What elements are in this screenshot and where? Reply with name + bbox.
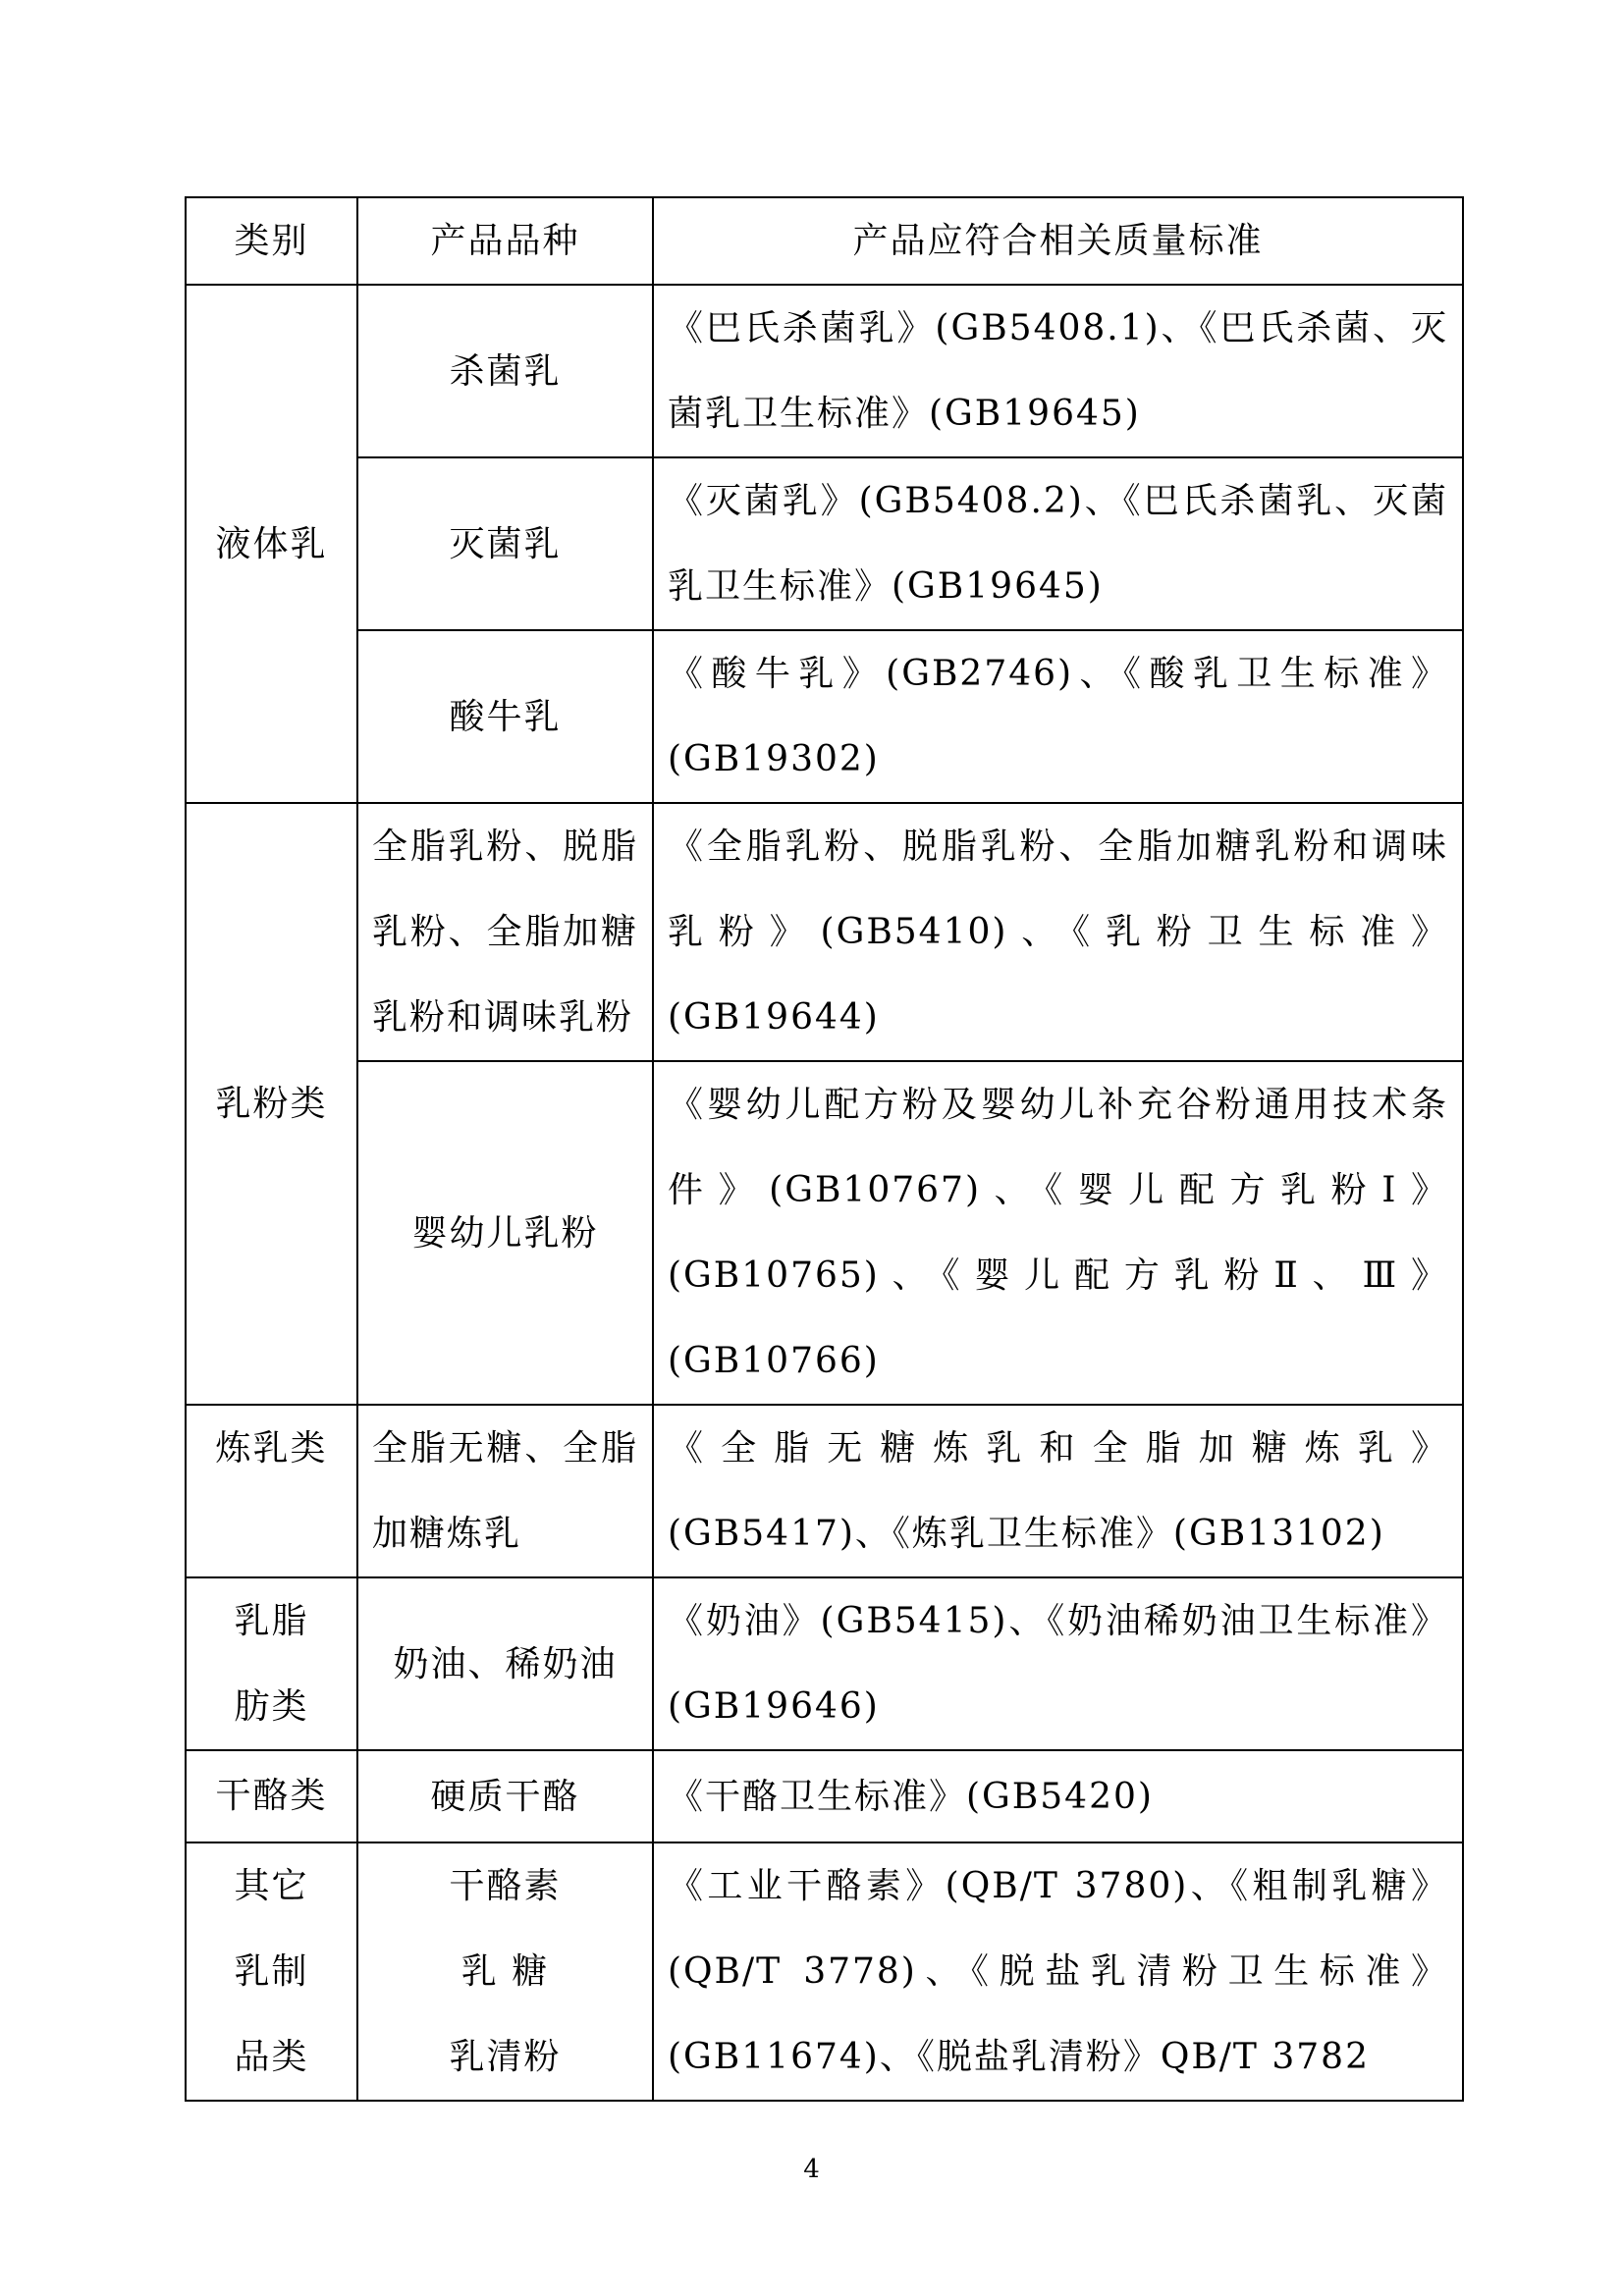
product-cell: 杀菌乳 — [357, 285, 653, 457]
page-number: 4 — [803, 2155, 820, 2184]
category-cell: 乳粉类 — [186, 803, 357, 1405]
dairy-standards-table — [185, 196, 1464, 2102]
product-cell: 酸牛乳 — [357, 630, 653, 803]
standard-cell: 《全脂无糖炼乳和全脂加糖炼乳》(GB5417)、《炼乳卫生标准》(GB13102) — [653, 1405, 1463, 1577]
table-row — [186, 285, 1463, 457]
standard-cell: 《酸牛乳》(GB2746)、《酸乳卫生标准》(GB19302) — [653, 630, 1463, 803]
standard-cell: 《工业干酪素》(QB/T 3780)、《粗制乳糖》(QB/T 3778)、《脱盐乳清粉卫生标准》(GB11674)、《脱盐乳清粉》QB/T 3782 — [653, 1842, 1463, 2101]
product-cell: 灭菌乳 — [357, 457, 653, 630]
product-line: 乳清粉 — [449, 2037, 562, 2077]
standard-cell: 《婴幼儿配方粉及婴幼儿补充谷粉通用技术条件》(GB10767)、《婴儿配方乳粉Ⅰ》(GB10765)、《婴儿配方乳粉Ⅱ、Ⅲ》(GB10766) — [653, 1061, 1463, 1405]
table-row — [186, 457, 1463, 630]
product-line: 乳 糖 — [460, 1951, 550, 1992]
standard-cell: 《干酪卫生标准》(GB5420) — [653, 1750, 1463, 1842]
header-standard: 产品应符合相关质量标准 — [653, 197, 1463, 285]
standard-cell: 《奶油》(GB5415)、《奶油稀奶油卫生标准》(GB19646) — [653, 1577, 1463, 1750]
product-cell: 硬质干酪 — [357, 1750, 653, 1842]
product-cell: 婴幼儿乳粉 — [357, 1061, 653, 1405]
product-cell: 全脂乳粉、脱脂乳粉、全脂加糖乳粉和调味乳粉 — [357, 803, 653, 1061]
table-row — [186, 1842, 1463, 2101]
standard-cell: 《灭菌乳》(GB5408.2)、《巴氏杀菌乳、灭菌乳卫生标准》(GB19645) — [653, 457, 1463, 630]
product-line: 干酪素 — [449, 1866, 562, 1906]
table-header-row — [186, 197, 1463, 285]
table-row — [186, 1405, 1463, 1577]
table-row — [186, 803, 1463, 1061]
table-row — [186, 630, 1463, 803]
header-category: 类别 — [186, 197, 357, 285]
standard-cell: 《全脂乳粉、脱脂乳粉、全脂加糖乳粉和调味乳粉》(GB5410)、《乳粉卫生标准》(GB19644) — [653, 803, 1463, 1061]
category-cell: 炼乳类 — [186, 1405, 357, 1577]
table-row — [186, 1577, 1463, 1750]
category-cell: 干酪类 — [186, 1750, 357, 1842]
category-cell: 液体乳 — [186, 285, 357, 803]
product-cell: 奶油、稀奶油 — [357, 1577, 653, 1750]
table-row — [186, 1061, 1463, 1405]
standard-cell: 《巴氏杀菌乳》(GB5408.1)、《巴氏杀菌、灭菌乳卫生标准》(GB19645) — [653, 285, 1463, 457]
product-cell: 全脂无糖、全脂加糖炼乳 — [357, 1405, 653, 1577]
table-row — [186, 1750, 1463, 1842]
category-cell: 其它乳制品类 — [186, 1842, 357, 2101]
product-cell — [357, 1842, 653, 2101]
header-product: 产品品种 — [357, 197, 653, 285]
category-cell: 乳脂肪类 — [186, 1577, 357, 1750]
